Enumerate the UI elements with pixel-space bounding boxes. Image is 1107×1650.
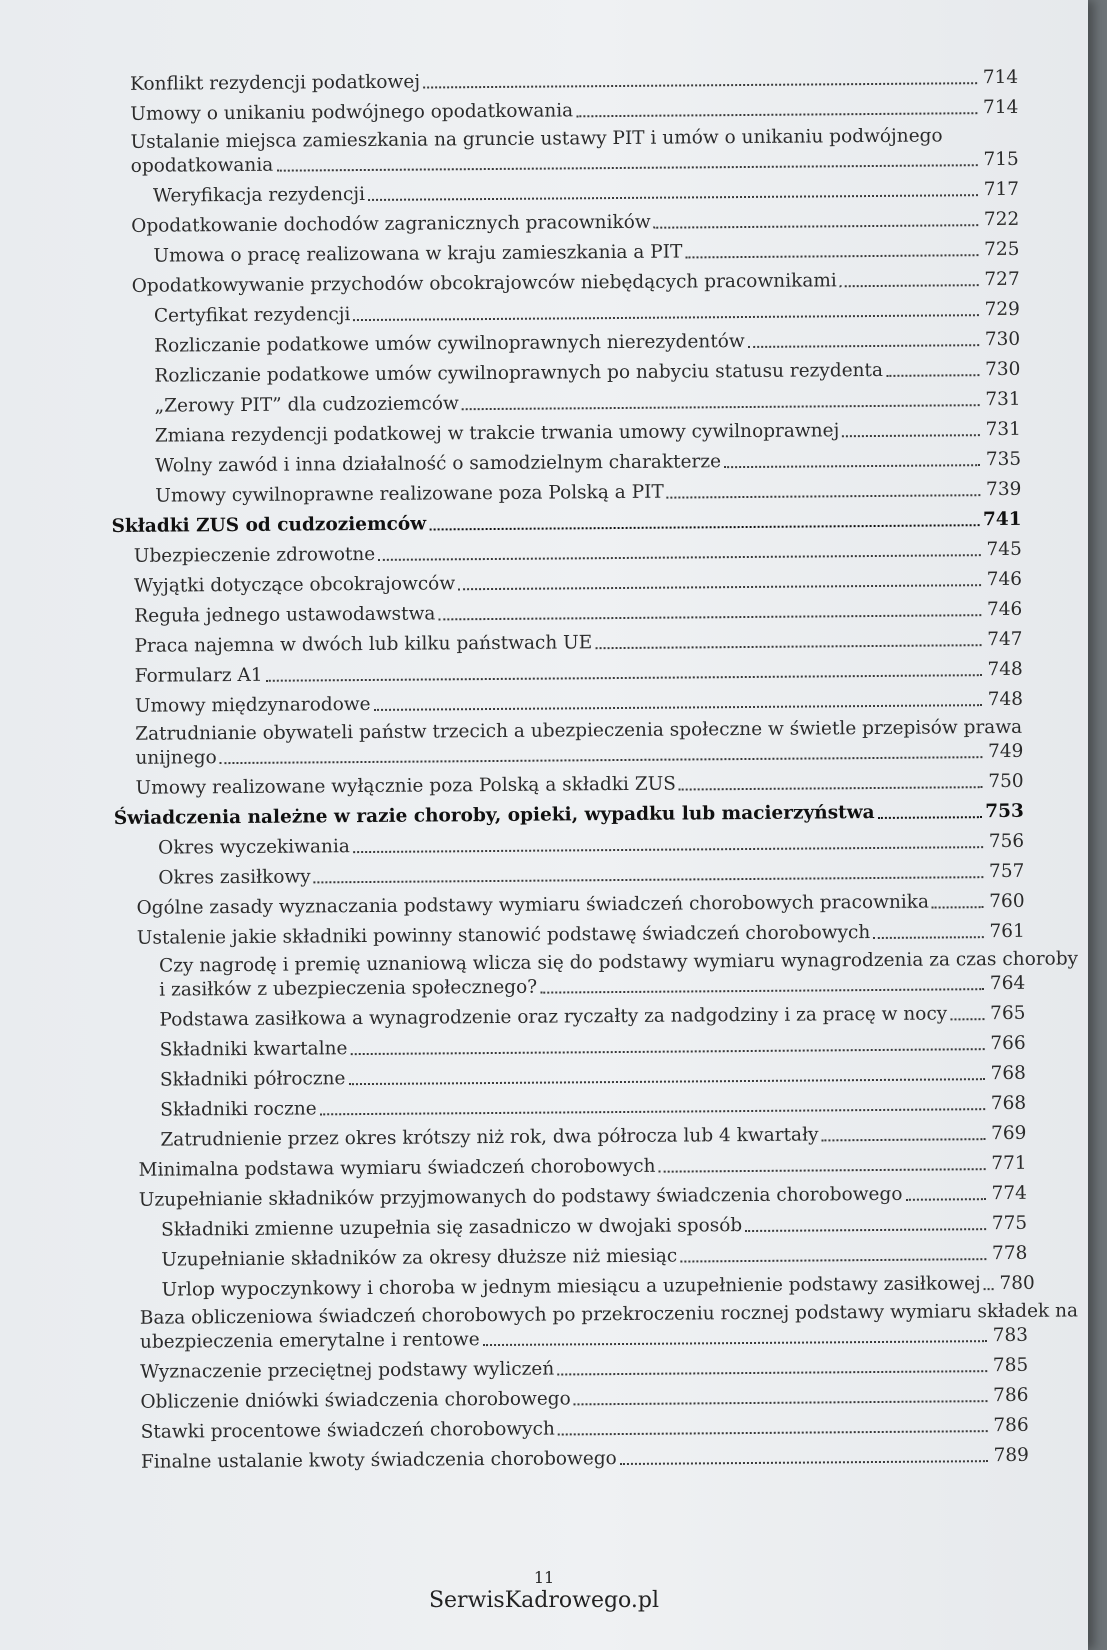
toc-page-number: 722: [983, 208, 1020, 231]
toc-entry-title: Finalne ustalanie kwoty świadczenia chorobowego: [140, 1448, 617, 1473]
toc-entry-title-continued: unijnego: [135, 747, 217, 769]
toc-page-number: 771: [991, 1152, 1027, 1175]
dot-leader: [840, 284, 979, 287]
toc-entry-title: Umowy realizowane wyłącznie poza Polską a składki ZUS: [135, 773, 677, 799]
toc-page-number: 725: [984, 238, 1020, 261]
toc-entry-title: Składniki kwartalne: [159, 1038, 348, 1061]
toc-page-number: 786: [993, 1414, 1029, 1437]
toc-entry-title: Zmiana rezydencji podatkowej w trakcie trwania umowy cywilnoprawnej: [154, 420, 840, 447]
toc-page-number: 786: [993, 1384, 1029, 1407]
toc-page-number: 768: [990, 1062, 1026, 1085]
toc-page-number: 783: [992, 1324, 1029, 1347]
dot-leader: [378, 554, 981, 561]
toc-page-number: 748: [987, 658, 1023, 681]
dot-leader: [557, 1370, 987, 1375]
dot-leader: [724, 464, 980, 468]
toc-page-number: 731: [985, 388, 1021, 411]
dot-leader: [350, 1048, 984, 1055]
dot-leader: [745, 1228, 986, 1232]
toc-entry-title: Formularz A1: [134, 664, 263, 687]
dot-leader: [932, 906, 984, 908]
toc-page-number: 765: [990, 1002, 1026, 1025]
toc-page-number: 715: [983, 148, 1019, 171]
toc-entry-title: Zatrudnienie przez okres krótszy niż rok, dwa półrocza lub 4 kwartały: [160, 1124, 819, 1151]
dot-leader: [659, 1168, 986, 1173]
toc-entry: [118, 1299, 1079, 1358]
dot-leader: [680, 1258, 986, 1262]
dot-leader: [873, 936, 984, 939]
toc-entry-title: Podstawa zasiłkowa a wynagrodzenie oraz ryczałty za nadgodziny i za pracę w nocy: [159, 1003, 948, 1031]
toc-entry-title: Opodatkowywanie przychodów obcokrajowców niebędących pracownikami: [131, 270, 837, 297]
toc-page-number: 729: [984, 298, 1020, 321]
toc-entry-title: Składniki roczne: [160, 1098, 317, 1121]
dot-leader: [458, 584, 981, 590]
toc-page-number: 730: [984, 328, 1021, 351]
toc-page-number: 789: [993, 1444, 1029, 1467]
toc-page-number: 761: [989, 920, 1025, 943]
toc-entry-title: Certyfikat rezydencji: [153, 304, 351, 327]
toc-page-number: 750: [988, 770, 1024, 793]
dot-leader: [654, 224, 979, 229]
dot-leader: [423, 82, 977, 88]
toc-page-number: 727: [984, 268, 1020, 291]
toc-entry: [119, 1441, 1029, 1478]
toc-entry-title: Umowy o unikaniu podwójnego opodatkowania: [130, 100, 574, 125]
toc-page-number: 731: [985, 418, 1021, 441]
toc-entry-title: Rozliczanie podatkowe umów cywilnoprawnych nierezydentów: [154, 331, 745, 357]
toc-entry-title: Składniki półroczne: [159, 1068, 346, 1091]
toc-page-number: 714: [982, 66, 1019, 89]
dot-leader: [595, 644, 981, 649]
toc-entry-title-continued: opodatkowania: [130, 154, 274, 177]
toc-entry-title: Konflikt rezydencji podatkowej: [130, 71, 421, 95]
toc-page-number: 766: [990, 1032, 1026, 1055]
toc-entry: [113, 715, 1023, 774]
toc-entry-title: Praca najemna w dwóch lub kilku państwach UE: [134, 632, 593, 657]
dot-leader: [353, 846, 983, 853]
dot-leader: [878, 816, 983, 819]
dot-leader: [266, 674, 982, 682]
toc-entry-title: Czy nagrodę i premię uznaniową wlicza się do podstawy wymiaru wynagrodzenia za czas choroby: [158, 948, 1079, 977]
toc-entry-title: Składniki zmienne uzupełnia się zasadniczo w dwojaki sposób: [161, 1215, 743, 1241]
toc-entry-title-continued: i zasiłków z ubezpieczenia społecznego?: [159, 976, 538, 1001]
dot-leader: [576, 112, 977, 117]
toc-entry-title: Świadczenia należne w razie choroby, opieki, wypadku lub macierzyństwa: [113, 802, 875, 829]
toc-entry-title: Okres zasiłkowy: [158, 866, 311, 889]
dot-leader: [540, 988, 984, 993]
dot-leader: [905, 1198, 985, 1201]
toc-entry-title: Opodatkowanie dochodów zagranicznych pracowników: [131, 211, 651, 237]
table-of-contents: [108, 63, 1079, 1478]
toc-entry-title: Rozliczanie podatkowe umów cywilnoprawnych po nabyciu statusu rezydenta: [154, 359, 884, 387]
dot-leader: [462, 404, 980, 410]
site-name: SerwisKadrowego.pl: [428, 1588, 660, 1613]
dot-leader: [374, 704, 982, 711]
dot-leader: [220, 756, 983, 764]
dot-leader: [748, 344, 979, 348]
toc-page-number: 768: [990, 1092, 1027, 1115]
toc-entry-title: Wolny zawód i inna działalność o samodzielnym charakterze: [155, 451, 722, 477]
toc-page-number: 769: [990, 1122, 1027, 1145]
dot-leader: [574, 1400, 988, 1405]
toc-page-number: 778: [991, 1242, 1028, 1265]
toc-entry-title: Wyznaczenie przeciętnej podstawy wyliczeń: [140, 1358, 555, 1383]
toc-entry-title: Weryfikacja rezydencji: [152, 183, 366, 207]
dot-leader: [483, 1340, 987, 1346]
dot-leader: [276, 164, 977, 172]
dot-leader: [348, 1078, 984, 1085]
toc-entry: [108, 123, 1018, 182]
toc-page-number: 760: [989, 890, 1025, 913]
toc-page-number: 747: [987, 628, 1023, 651]
dot-leader: [822, 1138, 986, 1141]
toc-page-number: 753: [985, 800, 1024, 823]
dot-leader: [685, 254, 978, 258]
toc-entry-title-continued: ubezpieczenia emerytalne i rentowe: [139, 1329, 480, 1353]
page-number: 11: [533, 1568, 555, 1587]
toc-page-number: 746: [986, 568, 1023, 591]
dot-leader: [429, 524, 980, 530]
toc-page-number: 764: [989, 972, 1026, 995]
dot-leader: [320, 1108, 985, 1115]
toc-entry-title: Okres wyczekiwania: [158, 836, 350, 859]
toc-page-number: 741: [982, 508, 1022, 531]
toc-entry-title: Umowa o pracę realizowana w kraju zamieszkania a PIT: [153, 241, 683, 267]
toc-page-number: 746: [986, 598, 1023, 621]
toc-entry-title: Umowy międzynarodowe: [134, 693, 371, 717]
dot-leader: [667, 494, 981, 498]
toc-page-number: 745: [986, 538, 1022, 561]
toc-page-number: 774: [991, 1182, 1027, 1205]
dot-leader: [558, 1430, 988, 1435]
toc-entry-title: Reguła jednego ustawodawstwa: [134, 603, 436, 627]
toc-page-number: 714: [982, 96, 1019, 119]
toc-entry-title: Ogólne zasady wyznaczania podstawy wymiaru świadczeń chorobowych pracownika: [136, 891, 930, 919]
toc-entry-title: Ustalenie jakie składniki powinny stanowić podstawę świadczeń chorobowych: [136, 922, 871, 949]
toc-page-number: 717: [983, 178, 1020, 201]
dot-leader: [886, 374, 979, 377]
toc-entry-title: Umowy cywilnoprawne realizowane poza Polską a PIT: [155, 481, 664, 507]
toc-page-number: 749: [987, 740, 1024, 763]
dot-leader: [679, 786, 983, 790]
dot-leader: [620, 1460, 988, 1465]
toc-entry: [115, 947, 1079, 1006]
dot-leader: [842, 434, 980, 437]
toc-page-number: 785: [992, 1354, 1029, 1377]
toc-entry-title: Stawki procentowe świadczeń chorobowych: [140, 1418, 555, 1443]
toc-entry-title: Wyjątki dotyczące obcokrajowców: [133, 573, 456, 597]
toc-entry-title: Baza obliczeniowa świadczeń chorobowych po przekroczeniu rocznej podstawy wymiaru składek na: [139, 1300, 1079, 1329]
toc-page-number: 757: [988, 860, 1025, 883]
toc-entry-title: Minimalna podstawa wymiaru świadczeń chorobowych: [138, 1155, 656, 1181]
toc-entry-title: Uzupełnianie składników za okresy dłuższe niż miesiąc: [161, 1245, 678, 1271]
toc-page-number: 775: [991, 1212, 1028, 1235]
toc-entry-title: Ubezpieczenie zdrowotne: [133, 543, 376, 567]
toc-page-number: 735: [985, 448, 1022, 471]
toc-page-number: 748: [987, 688, 1024, 711]
toc-entry-title: Składki ZUS od cudzoziemców: [111, 513, 427, 537]
toc-entry-title: Urlop wypoczynkowy i choroba w jednym miesiącu a uzupełnienie podstawy zasiłkowej: [161, 1273, 981, 1301]
toc-page-number: 730: [984, 358, 1021, 381]
toc-page-number: 756: [988, 830, 1025, 853]
toc-page-number: 739: [985, 478, 1022, 501]
dot-leader: [368, 194, 978, 201]
dot-leader: [950, 1018, 984, 1020]
toc-entry-title: Ustalanie miejsca zamieszkania na gruncie ustawy PIT i umów o unikaniu podwójnego: [130, 125, 943, 153]
toc-entry-title: Uzupełnianie składników przyjmowanych do podstawy świadczenia chorobowego: [138, 1183, 903, 1211]
toc-entry-title: „Zerowy PIT” dla cudzoziemców: [154, 393, 459, 417]
dot-leader: [438, 614, 981, 620]
dot-leader: [353, 314, 979, 321]
toc-entry-title: Obliczenie dniówki świadczenia chorobowego: [140, 1388, 571, 1413]
dot-leader: [984, 1288, 994, 1290]
toc-entry-title: Zatrudnianie obywateli państw trzecich a ubezpieczenia społeczne w świetle przepisów prawa: [135, 716, 1023, 745]
toc-page-number: 780: [999, 1272, 1035, 1295]
dot-leader: [314, 876, 984, 883]
